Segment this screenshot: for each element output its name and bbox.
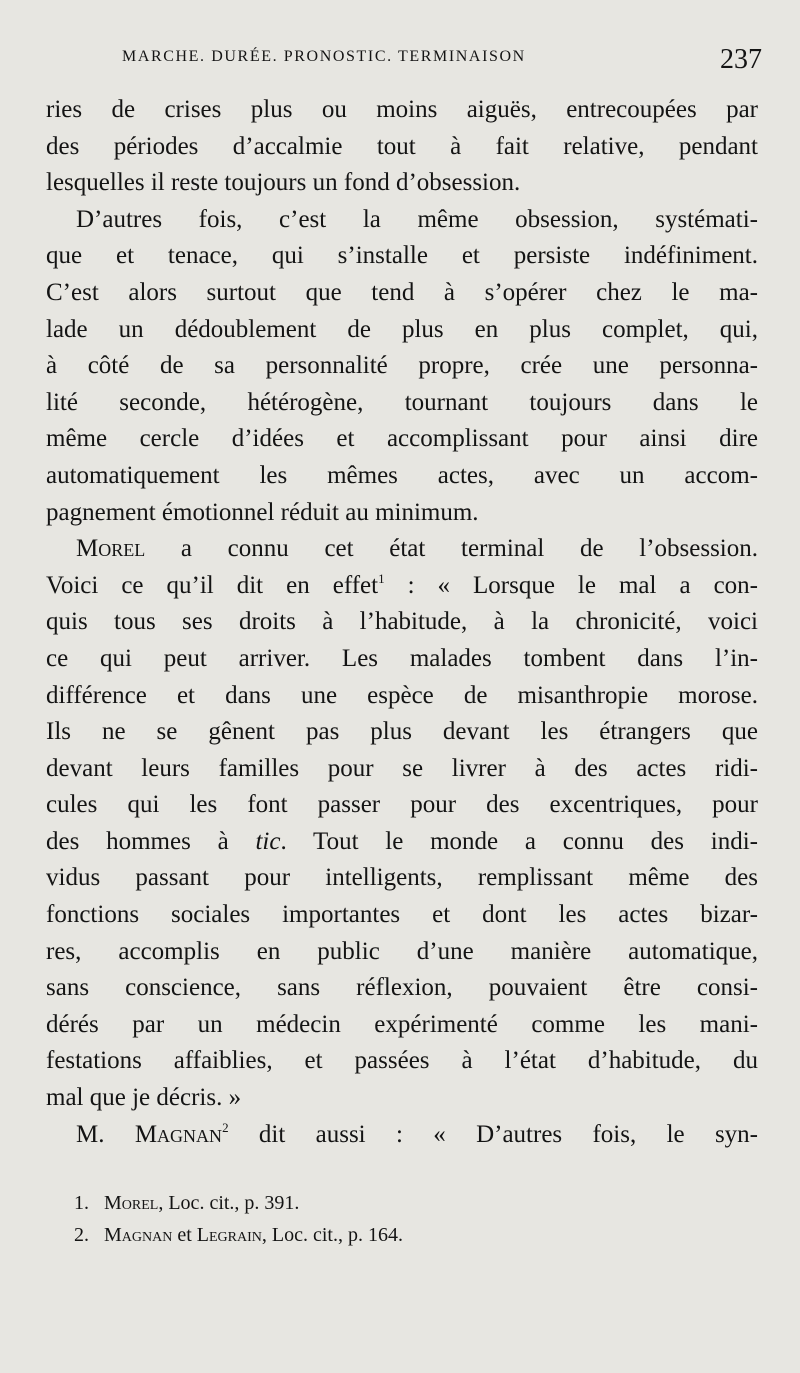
text-line: fonctions sociales importantes et dont les actes bizar- <box>46 901 758 929</box>
author-name: Morel <box>76 535 146 563</box>
text-line <box>46 824 758 861</box>
text-line: des périodes d’accalmie tout à fait relative, pendant <box>46 132 758 160</box>
text-line: festations affaiblies, et passées à l’état d’habitude, du <box>46 1047 758 1075</box>
footnote-number: 1. <box>74 1192 89 1214</box>
text-line: devant leurs familles pour se livrer à des actes ridi- <box>46 754 758 782</box>
text-line: C’est alors surtout que tend à s’opérer chez le ma- <box>46 278 758 306</box>
text-line: quis tous ses droits à l’habitude, à la chronicité, voici <box>46 608 758 636</box>
text-line: sans conscience, sans réflexion, pouvaient être consi- <box>46 974 758 1002</box>
page-header <box>122 44 762 80</box>
footnote-ref: 1 <box>378 570 385 586</box>
text-line: cules qui les font passer pour des excentriques, pour <box>46 791 758 819</box>
text-line: que et tenace, qui s’installe et persiste indéfiniment. <box>46 242 758 270</box>
text-line: Ils ne se gênent pas plus devant les étrangers que <box>46 718 758 746</box>
text-line: lité seconde, hétérogène, tournant toujours dans le <box>46 388 758 416</box>
page-number: 237 <box>720 44 762 75</box>
footnote-number: 2. <box>74 1224 89 1246</box>
author-name: Magnan <box>104 1224 173 1246</box>
text-line: res, accomplis en public d’une manière automatique, <box>46 937 758 965</box>
text-line <box>46 531 758 568</box>
text-segment: Voici ce qu’il dit en effet <box>46 571 379 599</box>
text-segment: , Loc. cit., p. 391. <box>158 1192 300 1214</box>
text-line: pagnement émotionnel réduit au minimum. <box>46 498 479 526</box>
running-head: MARCHE. DURÉE. PRONOSTIC. TERMINAISON <box>122 48 526 65</box>
text-line: vidus passant pour intelligents, remplissant même des <box>46 864 758 892</box>
text-segment: des hommes à <box>46 827 256 855</box>
footnote <box>74 1219 754 1251</box>
text-line: ce qui peut arriver. Les malades tombent dans l’in- <box>46 644 758 672</box>
text-line: dérés par un médecin expérimenté comme les mani- <box>46 1010 758 1038</box>
text-segment: dit aussi : « D’autres fois, le syn- <box>228 1120 758 1148</box>
author-name: Morel <box>104 1192 159 1214</box>
body-text <box>46 92 758 1153</box>
text-line: différence et dans une espèce de misanthropie morose. <box>46 681 758 709</box>
text-line: ries de crises plus ou moins aiguës, entrecoupées par <box>46 96 758 123</box>
author-name: Magnan <box>134 1120 223 1148</box>
footnotes <box>74 1187 754 1251</box>
text-segment: : « Lorsque le mal a con- <box>384 571 758 599</box>
text-segment: M. <box>76 1120 135 1148</box>
footnote-ref: 2 <box>222 1119 229 1135</box>
text-segment: . Tout le monde a connu des indi- <box>280 827 758 855</box>
text-line: à côté de sa personnalité propre, crée une personna- <box>46 352 758 380</box>
footnote <box>74 1187 754 1219</box>
italic-word: tic <box>255 827 281 855</box>
text-line: D’autres fois, c’est la même obsession, systémati- <box>76 205 758 233</box>
text-line: automatiquement les mêmes actes, avec un accom- <box>46 461 758 489</box>
text-segment: , Loc. cit., p. 164. <box>261 1224 403 1246</box>
text-line: même cercle d’idées et accomplissant pour ainsi dire <box>46 425 758 453</box>
text-line: lade un dédoublement de plus en plus complet, qui, <box>46 315 758 343</box>
author-name: Legrain <box>196 1224 262 1246</box>
text-line <box>46 568 758 605</box>
text-line <box>46 1117 758 1154</box>
text-line: lesquelles il reste toujours un fond d’obsession. <box>46 169 521 197</box>
text-segment: a connu cet état terminal de l’obsession. <box>145 535 758 563</box>
text-segment: et <box>172 1224 197 1246</box>
text-line: mal que je décris. » <box>46 1084 242 1112</box>
